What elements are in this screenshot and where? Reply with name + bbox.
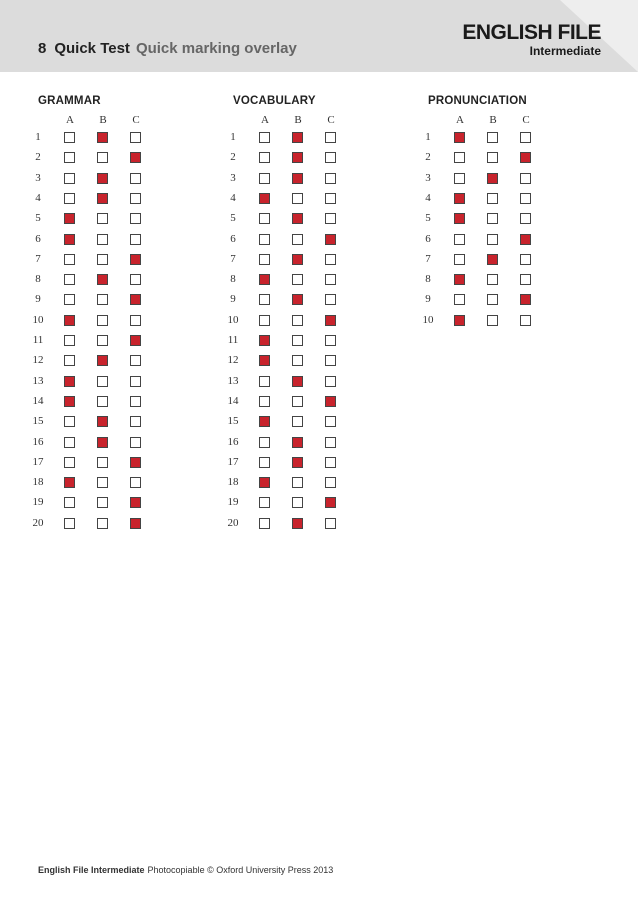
answer-checkbox-c[interactable] [130, 376, 141, 387]
footer [38, 865, 333, 875]
question-number: 1 [35, 131, 41, 143]
question-number: 12 [227, 354, 239, 367]
answer-checkbox-c-marked[interactable] [325, 315, 336, 326]
question-number: 5 [35, 212, 41, 225]
answer-checkbox-b[interactable] [97, 315, 108, 326]
answer-checkbox-a[interactable] [259, 152, 270, 163]
question-number: 8 [35, 273, 41, 286]
brand-level: Intermediate [529, 44, 601, 58]
answer-checkbox-c[interactable] [325, 437, 336, 448]
answer-checkbox-b-marked[interactable] [97, 274, 108, 285]
answer-checkbox-a-marked[interactable] [259, 355, 270, 366]
answer-checkbox-a-marked[interactable] [454, 274, 465, 285]
answer-checkbox-c-marked[interactable] [130, 457, 141, 468]
question-number: 13 [227, 374, 239, 387]
question-number: 9 [230, 293, 236, 306]
answer-checkbox-b[interactable] [292, 335, 303, 346]
answer-checkbox-b[interactable] [97, 477, 108, 488]
question-number: 15 [227, 415, 239, 428]
answer-checkbox-b[interactable] [97, 497, 108, 508]
answer-checkbox-a-marked[interactable] [454, 193, 465, 204]
answer-checkbox-a[interactable] [64, 457, 75, 468]
question-number: 10 [422, 313, 434, 326]
answer-checkbox-c[interactable] [325, 355, 336, 366]
answer-checkbox-a[interactable] [64, 152, 75, 163]
answer-checkbox-c-marked[interactable] [520, 234, 531, 245]
answer-checkbox-c-marked[interactable] [130, 152, 141, 163]
answer-checkbox-a-marked[interactable] [64, 234, 75, 245]
question-number: 5 [230, 212, 236, 225]
answer-checkbox-b-marked[interactable] [97, 173, 108, 184]
question-number: 14 [32, 394, 44, 407]
answer-checkbox-c[interactable] [325, 152, 336, 163]
answer-checkbox-a-marked[interactable] [64, 213, 75, 224]
column-header-c: C [132, 114, 140, 126]
answer-checkbox-b-marked[interactable] [292, 457, 303, 468]
answer-checkbox-a[interactable] [259, 294, 270, 305]
answer-checkbox-b[interactable] [487, 315, 498, 326]
answer-checkbox-a[interactable] [454, 173, 465, 184]
answer-checkbox-b[interactable] [487, 274, 498, 285]
answer-checkbox-a-marked[interactable] [259, 335, 270, 346]
answer-checkbox-a[interactable] [64, 355, 75, 366]
answer-checkbox-c-marked[interactable] [325, 497, 336, 508]
answer-checkbox-c[interactable] [325, 518, 336, 529]
answer-checkbox-c[interactable] [325, 274, 336, 285]
answer-checkbox-c[interactable] [130, 355, 141, 366]
column-header-c: C [522, 114, 530, 126]
answer-checkbox-c-marked[interactable] [325, 234, 336, 245]
answer-checkbox-c[interactable] [325, 213, 336, 224]
page-subtitle: Quick marking overlay [135, 40, 297, 57]
question-number: 16 [32, 435, 44, 448]
answer-checkbox-c[interactable] [520, 213, 531, 224]
answer-checkbox-a[interactable] [259, 457, 270, 468]
answer-checkbox-b-marked[interactable] [292, 254, 303, 265]
answer-checkbox-b[interactable] [292, 396, 303, 407]
answer-checkbox-a[interactable] [259, 315, 270, 326]
question-number: 18 [32, 476, 44, 489]
question-number: 4 [425, 191, 431, 204]
unit-number: 8 [38, 40, 47, 57]
answer-checkbox-a-marked[interactable] [454, 213, 465, 224]
answer-checkbox-b-marked[interactable] [292, 213, 303, 224]
answer-checkbox-a[interactable] [64, 193, 75, 204]
question-number: 2 [35, 151, 41, 164]
answer-checkbox-a[interactable] [259, 254, 270, 265]
column-header-c: C [327, 114, 335, 126]
question-number: 17 [227, 455, 239, 468]
answer-checkbox-c[interactable] [325, 294, 336, 305]
column-header-b: B [294, 114, 302, 126]
answer-checkbox-b-marked[interactable] [97, 132, 108, 143]
answer-checkbox-a-marked[interactable] [454, 132, 465, 143]
answer-checkbox-b-marked[interactable] [292, 132, 303, 143]
answer-checkbox-b[interactable] [97, 213, 108, 224]
answer-checkbox-c[interactable] [520, 274, 531, 285]
question-number: 3 [425, 171, 431, 184]
answer-checkbox-b-marked[interactable] [292, 376, 303, 387]
answer-checkbox-b[interactable] [97, 294, 108, 305]
answer-checkbox-c[interactable] [130, 213, 141, 224]
answer-checkbox-b[interactable] [97, 254, 108, 265]
question-number: 9 [35, 293, 41, 306]
answer-checkbox-a[interactable] [64, 518, 75, 529]
answer-checkbox-c-marked[interactable] [130, 254, 141, 265]
answer-checkbox-b[interactable] [487, 193, 498, 204]
answer-checkbox-c[interactable] [520, 132, 531, 143]
answer-checkbox-a-marked[interactable] [64, 477, 75, 488]
answer-checkbox-a-marked[interactable] [259, 274, 270, 285]
question-number: 5 [425, 212, 431, 225]
question-number: 8 [425, 273, 431, 286]
answer-checkbox-b[interactable] [292, 274, 303, 285]
answer-checkbox-c-marked[interactable] [520, 294, 531, 305]
answer-checkbox-b[interactable] [97, 518, 108, 529]
question-number: 10 [227, 313, 239, 326]
answer-checkbox-c[interactable] [130, 274, 141, 285]
question-number: 4 [230, 191, 236, 204]
answer-checkbox-c-marked[interactable] [325, 396, 336, 407]
column-header-a: A [456, 114, 464, 126]
page-title [38, 40, 297, 57]
column-header-a: A [261, 114, 269, 126]
answer-checkbox-c[interactable] [325, 132, 336, 143]
answer-checkbox-c-marked[interactable] [130, 335, 141, 346]
answer-checkbox-b[interactable] [292, 315, 303, 326]
answer-checkbox-c[interactable] [520, 193, 531, 204]
answer-checkbox-b[interactable] [97, 335, 108, 346]
answer-checkbox-c[interactable] [325, 254, 336, 265]
answer-checkbox-b-marked[interactable] [97, 437, 108, 448]
answer-checkbox-b[interactable] [97, 376, 108, 387]
answer-checkbox-a[interactable] [64, 274, 75, 285]
column-header-b: B [99, 114, 107, 126]
question-number: 11 [227, 334, 239, 346]
question-number: 3 [230, 171, 236, 184]
answer-checkbox-c[interactable] [130, 234, 141, 245]
answer-checkbox-b[interactable] [292, 355, 303, 366]
column-header-a: A [66, 114, 74, 126]
question-number: 3 [35, 171, 41, 184]
answer-checkbox-a[interactable] [64, 254, 75, 265]
answer-checkbox-b[interactable] [292, 193, 303, 204]
answer-checkbox-a[interactable] [259, 497, 270, 508]
answer-checkbox-a[interactable] [64, 294, 75, 305]
question-number: 2 [230, 151, 236, 164]
answer-checkbox-a-marked[interactable] [64, 315, 75, 326]
answer-checkbox-a[interactable] [64, 437, 75, 448]
answer-checkbox-a[interactable] [64, 497, 75, 508]
answer-checkbox-c[interactable] [325, 173, 336, 184]
answer-checkbox-b[interactable] [292, 477, 303, 488]
section-title-pronunciation: PRONUNCIATION [428, 95, 527, 107]
answer-checkbox-c[interactable] [130, 416, 141, 427]
question-number: 7 [230, 252, 236, 265]
question-number: 12 [32, 354, 44, 367]
question-number: 20 [32, 516, 44, 529]
answer-checkbox-b[interactable] [487, 132, 498, 143]
test-label: Quick Test [54, 40, 130, 57]
question-number: 10 [32, 313, 44, 326]
answer-checkbox-b-marked[interactable] [97, 193, 108, 204]
answer-checkbox-a[interactable] [259, 213, 270, 224]
answer-checkbox-c[interactable] [130, 173, 141, 184]
answer-checkbox-b[interactable] [97, 152, 108, 163]
answer-checkbox-b[interactable] [292, 497, 303, 508]
answer-checkbox-c[interactable] [130, 132, 141, 143]
answer-checkbox-a-marked[interactable] [454, 315, 465, 326]
question-number: 14 [227, 394, 239, 407]
question-number: 18 [227, 476, 239, 489]
answer-checkbox-c[interactable] [130, 315, 141, 326]
question-number: 1 [230, 131, 236, 143]
answer-checkbox-c[interactable] [325, 457, 336, 468]
answer-checkbox-b-marked[interactable] [292, 173, 303, 184]
answer-checkbox-b[interactable] [487, 294, 498, 305]
footer-book-title: English File Intermediate [38, 865, 145, 875]
answer-checkbox-a[interactable] [259, 376, 270, 387]
answer-checkbox-a[interactable] [454, 294, 465, 305]
section-title-grammar: GRAMMAR [38, 95, 101, 107]
question-number: 1 [425, 131, 431, 143]
question-number: 13 [32, 374, 44, 387]
answer-checkbox-c-marked[interactable] [130, 294, 141, 305]
answer-checkbox-a[interactable] [259, 518, 270, 529]
answer-checkbox-b[interactable] [97, 396, 108, 407]
answer-checkbox-a-marked[interactable] [259, 477, 270, 488]
answer-checkbox-a[interactable] [64, 335, 75, 346]
answer-checkbox-b-marked[interactable] [97, 416, 108, 427]
answer-checkbox-b[interactable] [292, 416, 303, 427]
answer-checkbox-a[interactable] [64, 132, 75, 143]
question-number: 20 [227, 516, 239, 529]
answer-checkbox-c[interactable] [130, 193, 141, 204]
answer-checkbox-b[interactable] [487, 152, 498, 163]
question-number: 19 [32, 496, 44, 509]
question-number: 15 [32, 415, 44, 428]
answer-checkbox-a-marked[interactable] [259, 416, 270, 427]
answer-checkbox-c[interactable] [130, 396, 141, 407]
question-number: 16 [227, 435, 239, 448]
answer-checkbox-c-marked[interactable] [520, 152, 531, 163]
brand-logo [462, 22, 601, 58]
answer-checkbox-a[interactable] [259, 437, 270, 448]
answer-checkbox-c-marked[interactable] [130, 497, 141, 508]
question-number: 6 [35, 232, 41, 245]
answer-checkbox-b[interactable] [292, 234, 303, 245]
question-number: 9 [425, 293, 431, 306]
answer-checkbox-b-marked[interactable] [292, 294, 303, 305]
answer-checkbox-b[interactable] [487, 213, 498, 224]
answer-checkbox-c[interactable] [520, 173, 531, 184]
question-number: 19 [227, 496, 239, 509]
answer-checkbox-b-marked[interactable] [292, 518, 303, 529]
answer-checkbox-b-marked[interactable] [487, 173, 498, 184]
answer-checkbox-c[interactable] [325, 376, 336, 387]
answer-checkbox-c[interactable] [325, 416, 336, 427]
question-number: 7 [425, 252, 431, 265]
answer-checkbox-a[interactable] [64, 173, 75, 184]
answer-checkbox-c[interactable] [325, 193, 336, 204]
answer-checkbox-a-marked[interactable] [259, 193, 270, 204]
column-header-b: B [489, 114, 497, 126]
question-number: 4 [35, 191, 41, 204]
answer-checkbox-b-marked[interactable] [97, 355, 108, 366]
answer-checkbox-b[interactable] [97, 234, 108, 245]
answer-checkbox-a[interactable] [259, 132, 270, 143]
answer-checkbox-a-marked[interactable] [64, 396, 75, 407]
answer-checkbox-c[interactable] [130, 477, 141, 488]
answer-checkbox-a[interactable] [454, 152, 465, 163]
brand-name: ENGLISH FILE [462, 21, 601, 44]
answer-checkbox-a[interactable] [454, 254, 465, 265]
question-number: 7 [35, 252, 41, 265]
answer-checkbox-a[interactable] [259, 396, 270, 407]
answer-checkbox-a[interactable] [454, 234, 465, 245]
answer-checkbox-c[interactable] [520, 254, 531, 265]
answer-checkbox-a-marked[interactable] [64, 376, 75, 387]
answer-checkbox-b-marked[interactable] [292, 437, 303, 448]
answer-checkbox-c[interactable] [130, 437, 141, 448]
section-title-vocabulary: VOCABULARY [233, 95, 316, 107]
question-number: 6 [230, 232, 236, 245]
footer-copyright: Photocopiable © Oxford University Press 2013 [147, 865, 334, 875]
answer-checkbox-c[interactable] [325, 477, 336, 488]
answer-checkbox-b[interactable] [487, 234, 498, 245]
answer-checkbox-a[interactable] [259, 234, 270, 245]
question-number: 8 [230, 273, 236, 286]
question-number: 6 [425, 232, 431, 245]
question-number: 17 [32, 455, 44, 468]
answer-checkbox-a[interactable] [259, 173, 270, 184]
answer-checkbox-a[interactable] [64, 416, 75, 427]
answer-checkbox-c-marked[interactable] [130, 518, 141, 529]
answer-checkbox-c[interactable] [520, 315, 531, 326]
answer-checkbox-b-marked[interactable] [292, 152, 303, 163]
answer-checkbox-c[interactable] [325, 335, 336, 346]
answer-checkbox-b[interactable] [97, 457, 108, 468]
answer-checkbox-b-marked[interactable] [487, 254, 498, 265]
question-number: 2 [425, 151, 431, 164]
question-number: 11 [32, 334, 44, 346]
